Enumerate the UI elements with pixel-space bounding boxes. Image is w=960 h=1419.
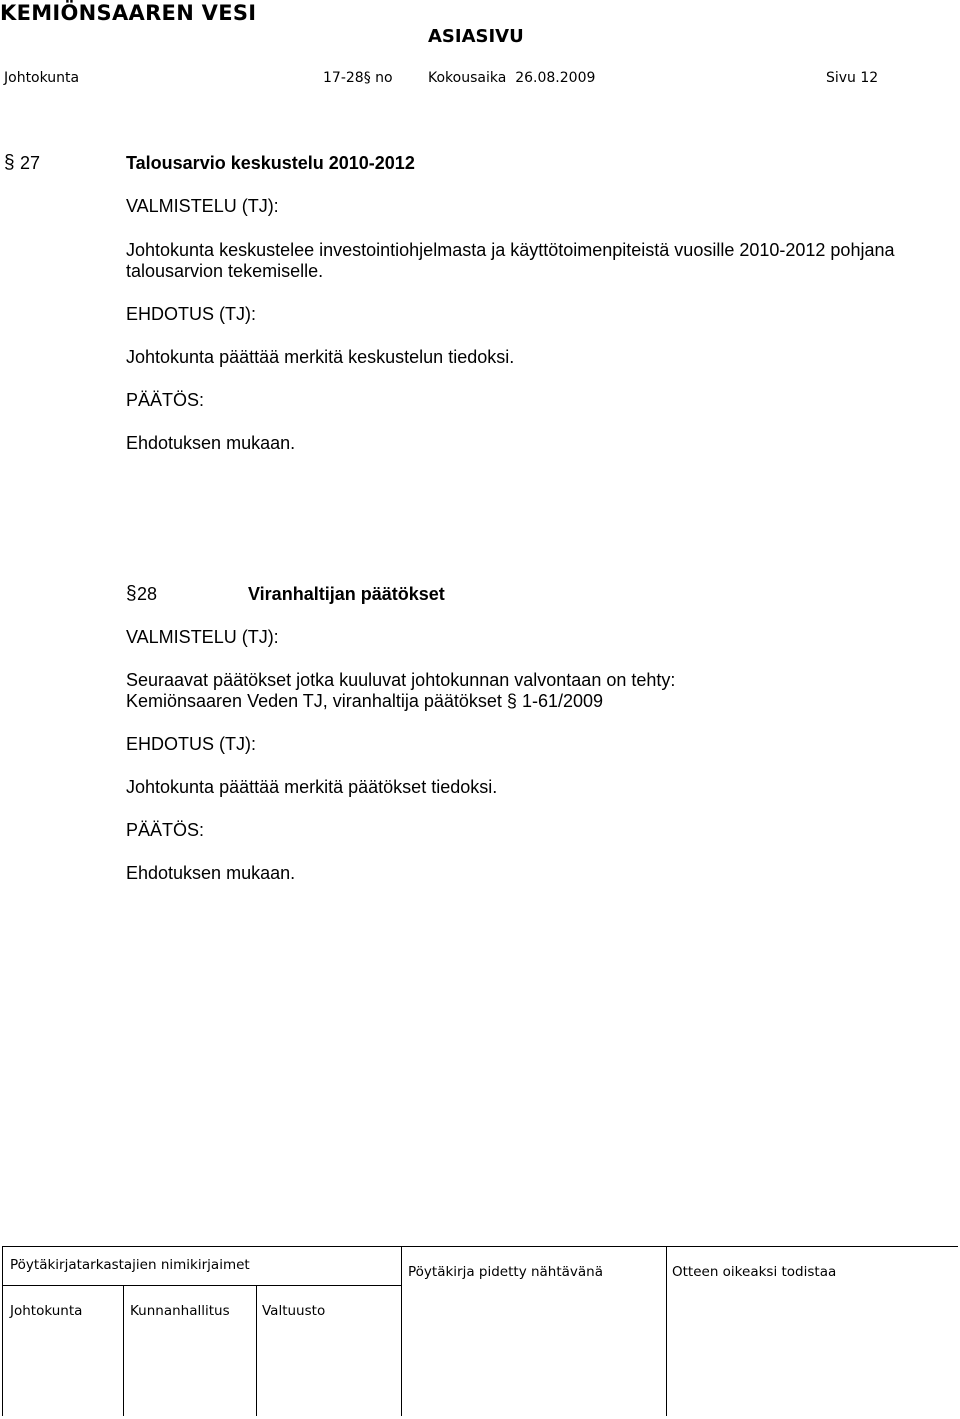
- displayed-label: Pöytäkirja pidetty nähtävänä: [408, 1264, 604, 1280]
- footer-col-valtuusto: Valtuusto: [262, 1303, 326, 1319]
- valmistelu-text: Johtokunta keskustelee investointiohjelmasta ja käyttötoimenpiteistä vuosille 2010-2012 pohjana: [126, 240, 895, 260]
- document-type: ASIASIVU: [428, 26, 524, 47]
- footer-border: [256, 1285, 257, 1416]
- page-number: Sivu 12: [826, 70, 879, 86]
- section-sign-icon: §: [4, 152, 15, 173]
- footer-top-border: [2, 1246, 958, 1247]
- section-sign-icon: §: [126, 583, 137, 604]
- organization-name: KEMIÖNSAAREN VESI: [0, 1, 257, 25]
- section-sign-icon: §: [363, 70, 371, 86]
- footer-border: [2, 1246, 3, 1416]
- meeting-date: Kokousaika 26.08.2009: [428, 70, 596, 86]
- valmistelu-text: talousarvion tekemiselle.: [126, 261, 324, 281]
- copy-label: Otteen oikeaksi todistaa: [672, 1264, 837, 1280]
- paatos-label: PÄÄTÖS:: [126, 820, 205, 840]
- section-number: 27: [20, 153, 41, 173]
- ehdotus-text: Johtokunta päättää merkitä päätökset tiedoksi.: [126, 777, 498, 797]
- paatos-text: Ehdotuksen mukaan.: [126, 433, 296, 453]
- section-title: Viranhaltijan päätökset: [248, 584, 445, 604]
- valmistelu-text: Kemiönsaaren Veden TJ, viranhaltija päätökset § 1-61/2009: [126, 691, 604, 711]
- paatos-text: Ehdotuksen mukaan.: [126, 863, 296, 883]
- section-title: Talousarvio keskustelu 2010-2012: [126, 153, 415, 173]
- ehdotus-label: EHDOTUS (TJ):: [126, 304, 256, 324]
- section-sign-icon: §: [506, 691, 517, 711]
- valmistelu-label: VALMISTELU (TJ):: [126, 627, 279, 647]
- footer-border: [401, 1246, 402, 1416]
- section-range: 17-28§ no: [323, 70, 393, 86]
- footer-divider: [2, 1285, 401, 1286]
- valmistelu-label: VALMISTELU (TJ):: [126, 196, 279, 216]
- valmistelu-text: Seuraavat päätökset jotka kuuluvat johtokunnan valvontaan on tehty:: [126, 670, 676, 690]
- footer-border: [123, 1285, 124, 1416]
- ehdotus-text: Johtokunta päättää merkitä keskustelun tiedoksi.: [126, 347, 515, 367]
- signatures-label: Pöytäkirjatarkastajien nimikirjaimet: [10, 1257, 250, 1273]
- ehdotus-label: EHDOTUS (TJ):: [126, 734, 256, 754]
- body-name: Johtokunta: [4, 70, 80, 86]
- footer-border: [666, 1246, 667, 1416]
- section-number: 28: [137, 584, 158, 604]
- paatos-label: PÄÄTÖS:: [126, 390, 205, 410]
- footer-col-johtokunta: Johtokunta: [10, 1303, 83, 1319]
- footer-col-kunnanhallitus: Kunnanhallitus: [130, 1303, 230, 1319]
